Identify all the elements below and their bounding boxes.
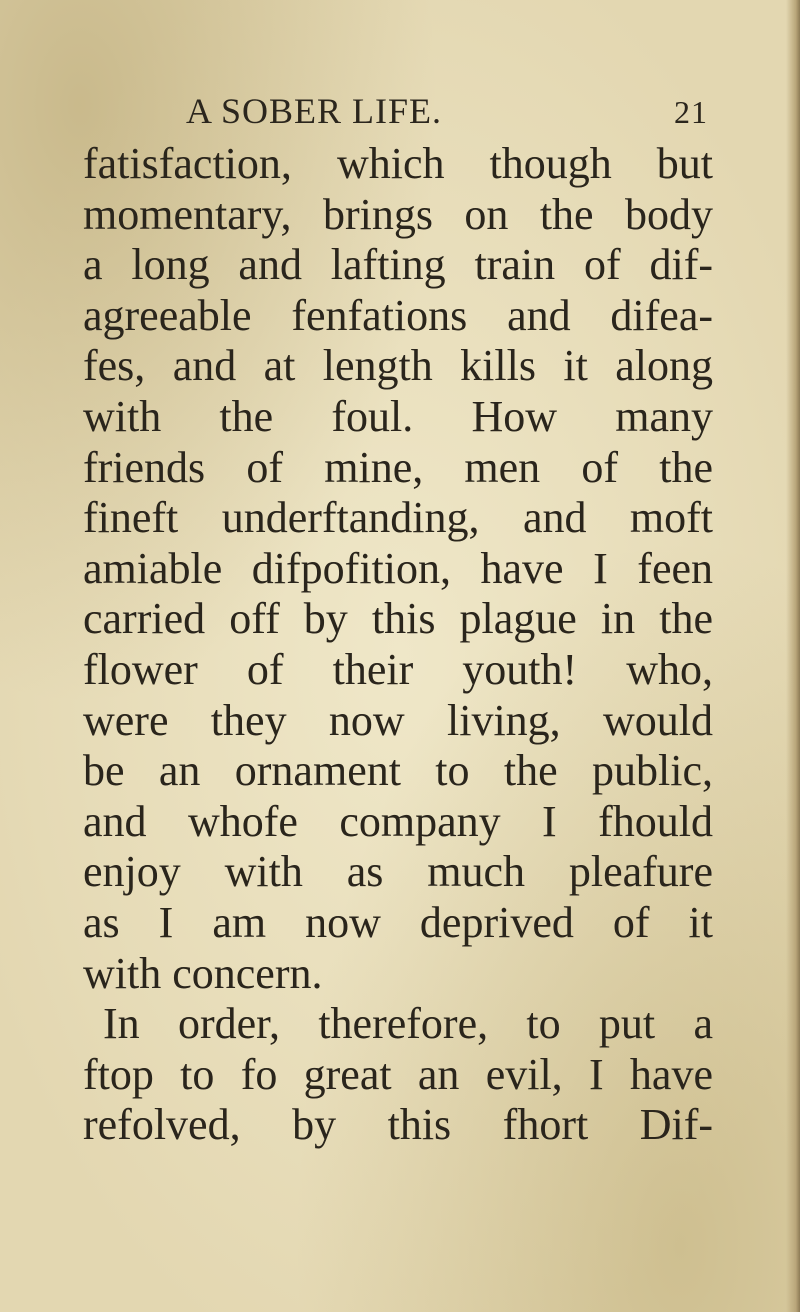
text-line: momentary, brings on the body [83, 189, 713, 239]
text-line: as I am now deprived of it [83, 897, 713, 947]
text-line: In order, therefore, to put a [103, 999, 713, 1049]
page-number: 21 [674, 94, 708, 130]
text-line: refolved, by this fhort Dif- [83, 1100, 713, 1150]
text-line: a long and lafting train of dif- [83, 240, 713, 290]
running-head-title: A SOBER LIFE. [186, 91, 443, 131]
text-line: with the foul. How many [83, 391, 713, 441]
text-line: ftop to fo great an evil, I have [83, 1049, 713, 1099]
text-line: with concern. [83, 948, 323, 998]
page-edge [786, 0, 800, 1312]
text-line: flower of their youth! who, [83, 644, 713, 694]
text-line: fineft underftanding, and moft [83, 493, 713, 543]
text-line: fatisfaction, which though but [83, 139, 713, 188]
text-line: and whofe company I fhould [83, 796, 713, 846]
text-line: were they now living, would [83, 695, 713, 745]
text-line: friends of mine, men of the [83, 442, 713, 492]
text-line: enjoy with as much pleafure [83, 847, 713, 897]
text-line: carried off by this plague in the [83, 594, 713, 644]
text-line: fes, and at length kills it along [83, 341, 713, 391]
body-text [83, 139, 713, 1151]
text-line: amiable difpofition, have I feen [83, 543, 713, 593]
text-line: be an ornament to the public, [83, 746, 713, 796]
text-line: agreeable fenfations and difea- [83, 290, 713, 340]
